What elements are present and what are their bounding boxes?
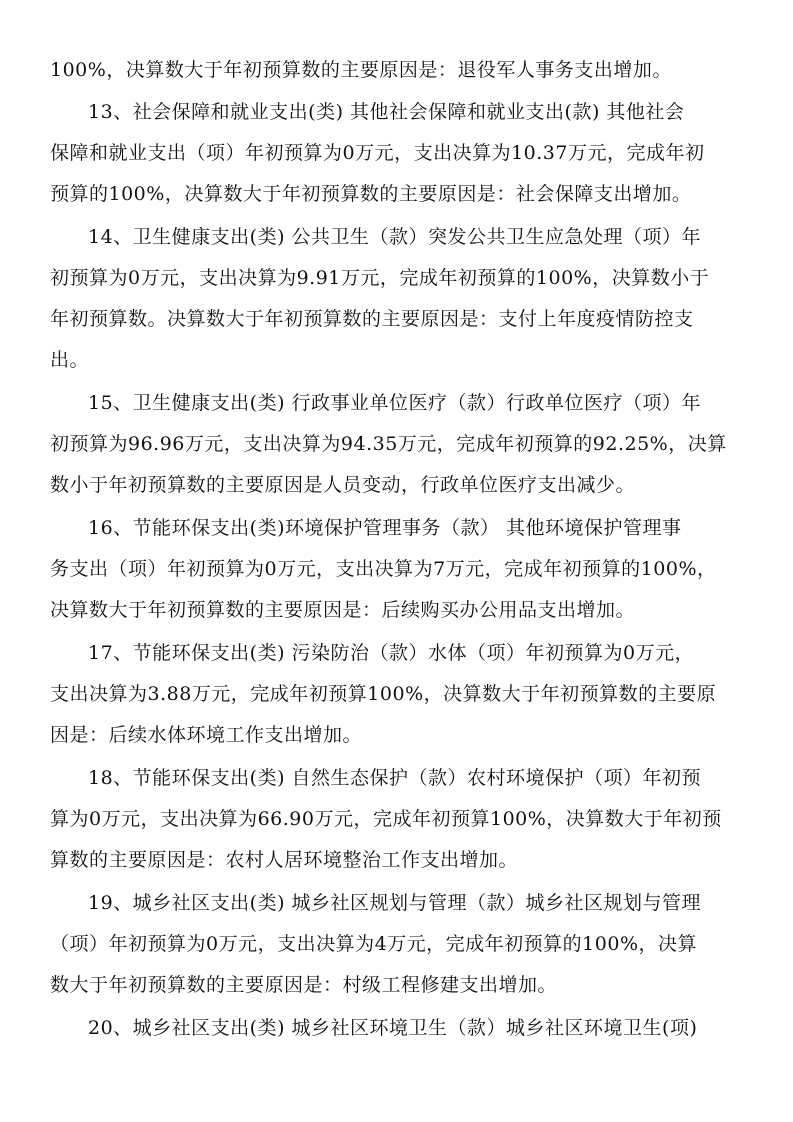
text-line: 支出决算为3.88万元，完成年初预算100%，决算数大于年初预算数的主要原 — [50, 683, 717, 705]
paragraph-20-line-1: 20、城乡社区支出(类) 城乡社区环境卫生（款）城乡社区环境卫生(项) — [88, 1017, 698, 1039]
text-line: 出。 — [50, 349, 90, 371]
text-line: 决算数大于年初预算数的主要原因是：后续购买办公用品支出增加。 — [50, 599, 636, 621]
paragraph-14-line-1: 14、卫生健康支出(类) 公共卫生（款）突发公共卫生应急处理（项）年 — [88, 226, 702, 248]
text-line: 初预算为0万元，支出决算为9.91万元，完成年初预算的100%，决算数小于 — [50, 267, 710, 289]
text-line: 数小于年初预算数的主要原因是人员变动，行政单位医疗支出减少。 — [50, 474, 636, 496]
text-line: 年初预算数。决算数大于年初预算数的主要原因是：支付上年度疫情防控支 — [50, 308, 694, 330]
text-line: 预算的100%，决算数大于年初预算数的主要原因是：社会保障支出增加。 — [50, 183, 692, 205]
text-line: 务支出（项）年初预算为0万元，支出决算为7万元，完成年初预算的100%， — [50, 558, 717, 580]
text-line: 算数的主要原因是：农村人居环境整治工作支出增加。 — [50, 849, 519, 871]
text-line: （项）年初预算为0万元，支出决算为4万元，完成年初预算的100%，决算 — [50, 933, 697, 955]
paragraph-15-line-1: 15、卫生健康支出(类) 行政事业单位医疗（款）行政单位医疗（项）年 — [88, 392, 702, 414]
paragraph-16-line-1: 16、节能环保支出(类)环境保护管理事务（款） 其他环境保护管理事 — [88, 517, 682, 539]
paragraph-13-line-1: 13、社会保障和就业支出(类) 其他社会保障和就业支出(款) 其他社会 — [88, 101, 685, 123]
text-line: 数大于年初预算数的主要原因是：村级工程修建支出增加。 — [50, 974, 558, 996]
paragraph-17-line-1: 17、节能环保支出(类) 污染防治（款）水体（项）年初预算为0万元， — [88, 642, 695, 664]
text-line: 因是：后续水体环境工作支出增加。 — [50, 724, 363, 746]
paragraph-19-line-1: 19、城乡社区支出(类) 城乡社区规划与管理（款）城乡社区规划与管理 — [88, 892, 702, 914]
text-line: 保障和就业支出（项）年初预算为0万元，支出决算为10.37万元，完成年初 — [50, 142, 705, 164]
text-line: 算为0万元，支出决算为66.90万元，完成年初预算100%，决算数大于年初预 — [50, 808, 722, 830]
text-line: 初预算为96.96万元，支出决算为94.35万元，完成年初预算的92.25%，决算 — [50, 433, 727, 455]
text-line: 100%，决算数大于年初预算数的主要原因是：退役军人事务支出增加。 — [50, 59, 672, 81]
paragraph-18-line-1: 18、节能环保支出(类) 自然生态保护（款）农村环境保护（项）年初预 — [88, 767, 702, 789]
